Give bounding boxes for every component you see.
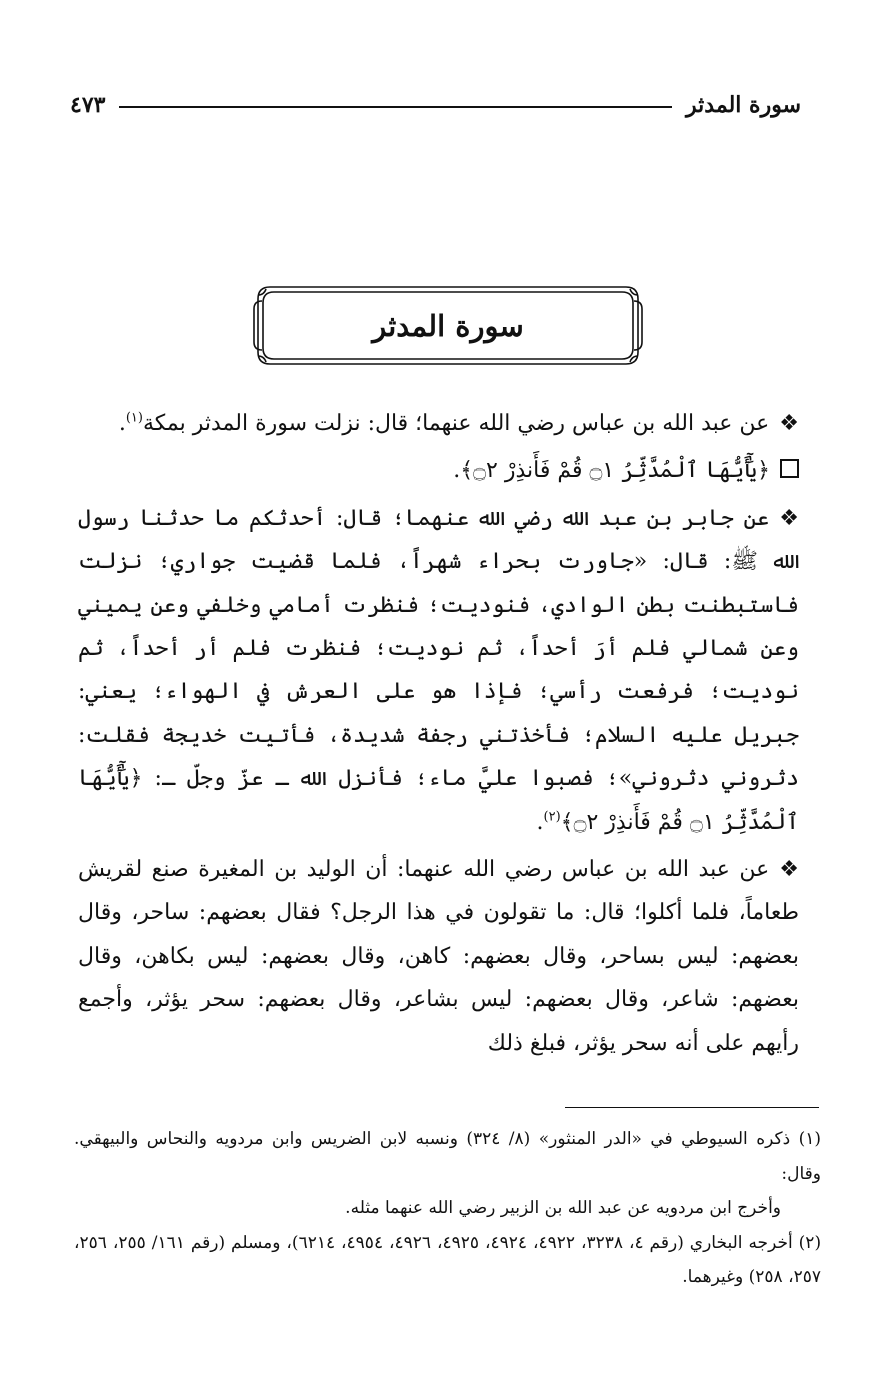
running-header (70, 88, 801, 122)
running-header-title: سورة المدثر (686, 92, 801, 118)
diamond-bullet-icon: ❖ (779, 505, 799, 531)
paragraph-2 (78, 449, 799, 492)
header-rule (119, 106, 672, 108)
paragraph-3-text: عن جابر بن عبد الله رضي الله عنهما؛ قال: أحدثكم ما حدثنا رسول الله ﷺ: قال: «جاورت بحراء شهراً، فلما قضيت جواري؛ نزلت فاستبطنت بطن الوادي، فنوديت؛ فنظرت أمامي وخلفي وعن يميني وعن شمالي فلم أرَ أحداً، ثم نوديت؛ فنظرت فلم أر أحداً، ثم نوديت؛ فرفعت رأسي؛ فإذا هو على العرش في الهواء؛ يعني: جبريل عليه السلام؛ فأخذتني رجفة شديدة، فأتيت خديجة فقلت: دثروني دثروني»؛ فصبوا عليَّ ماء؛ فأنزل الله ـ عزّ وجلّ ـ: ﴿يَٰٓأَيُّهَا ٱلْمُدَّثِّرُ ۝١ قُمْ فَأَنذِرْ ۝٢﴾ (78, 505, 799, 835)
footnote-2-label: (٢) (798, 1232, 822, 1253)
square-bullet-icon (780, 459, 799, 478)
surah-title: سورة المدثر (372, 308, 524, 343)
footnotes (74, 1122, 821, 1295)
footnote-ref-1: (١) (125, 410, 143, 426)
footnote-1 (74, 1122, 821, 1191)
paragraph-1-end: . (118, 411, 126, 436)
verse-text: ﴿يَٰٓأَيُّهَا ٱلْمُدَّثِّرُ ۝١ قُمْ فَأَنذِرْ ۝٢﴾. (453, 458, 770, 484)
paragraph-4-text: عن عبد الله بن عباس رضي الله عنهما: أن الوليد بن المغيرة صنع لقريش طعاماً، فلما أكلوا؛ قال: ما تقولون في هذا الرجل؟ فقال بعضهم: ساحر، وقال بعضهم: ليس بساحر، وقال بعضهم: كاهن، وقال بعضهم: ليس بكاهن، وقال بعضهم: شاعر، وقال بعضهم: ليس بشاعر، وقال بعضهم: سحر يؤثر، وأجمع رأيهم على أنه سحر يؤثر، فبلغ ذلك (78, 857, 799, 1056)
page-number: ٤٧٣ (70, 92, 106, 118)
footnote-1-label: (١) (798, 1129, 821, 1149)
footnote-2-text: أخرجه البخاري (رقم ٤، ٣٢٣٨، ٤٩٢٢، ٤٩٢٤، ٤٩٢٥، ٤٩٢٦، ٤٩٥٤، ٦٢١٤)، ومسلم (رقم ١٦١/ ٢٥٥، ٢٥٦، ٢٥٧، ٢٥٨) وغيرهما. (74, 1232, 821, 1287)
main-text (78, 402, 799, 1065)
diamond-bullet-icon: ❖ (779, 857, 799, 883)
footnote-separator (565, 1107, 819, 1108)
paragraph-1-text: عن عبد الله بن عباس رضي الله عنهما؛ قال: نزلت سورة المدثر بمكة (142, 411, 770, 436)
footnote-ref-2: (٢) (543, 809, 561, 825)
paragraph-3-end: . (536, 809, 544, 835)
paragraph-1 (78, 402, 799, 445)
footnote-1-continuation: وأخرج ابن مردويه عن عبد الله بن الزبير رضي الله عنهما مثله. (345, 1198, 781, 1218)
footnote-1-text: ذكره السيوطي في «الدر المنثور» (٨/ ٣٢٤) ونسبه لابن الضريس وابن مردويه والنحاس والبيهقي. وقال: (74, 1129, 821, 1184)
paragraph-3 (78, 497, 799, 844)
diamond-bullet-icon: ❖ (779, 411, 799, 436)
surah-title-frame (252, 281, 644, 370)
paragraph-4 (78, 848, 799, 1065)
footnote-2 (74, 1226, 821, 1295)
